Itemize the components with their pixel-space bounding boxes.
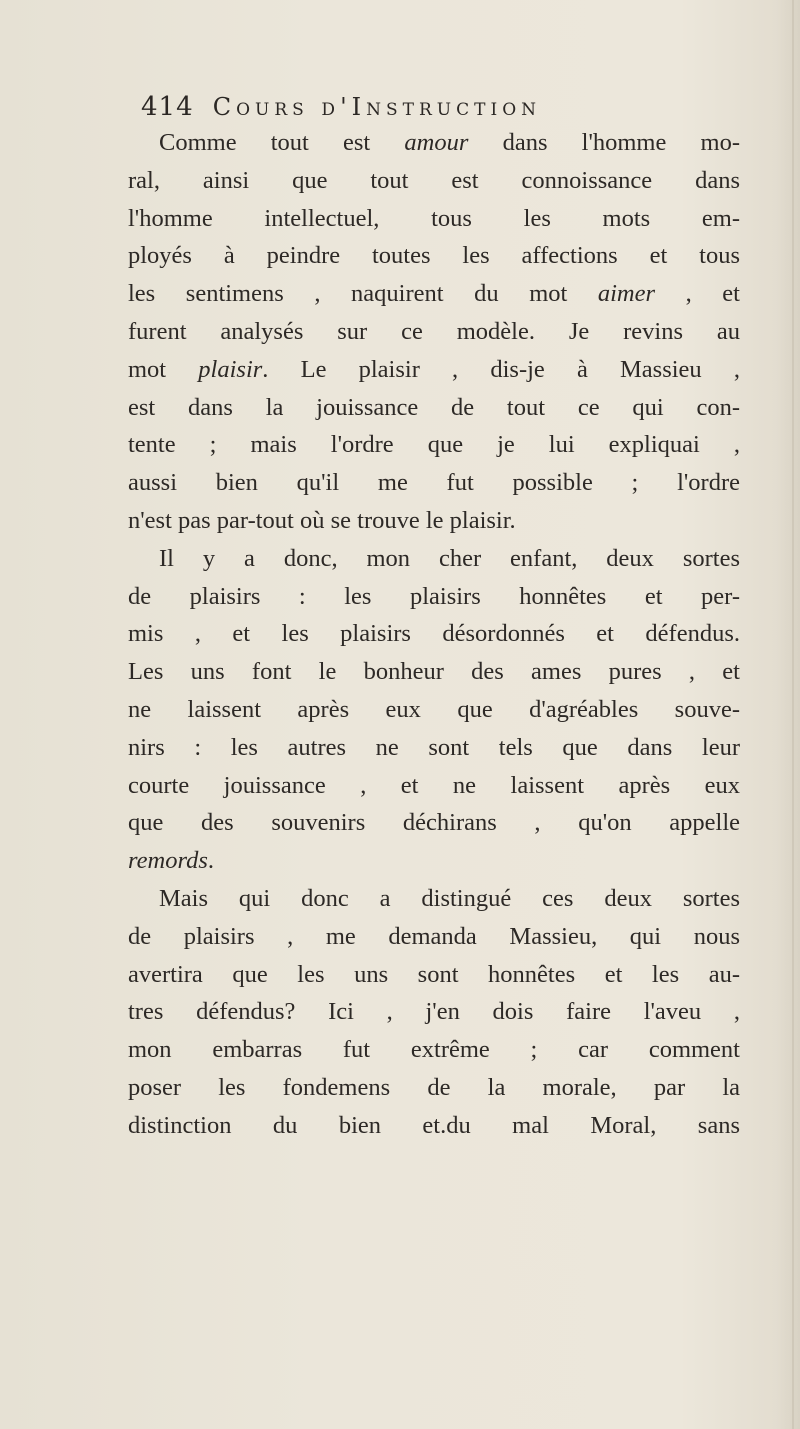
text-line: de plaisirs : les plaisirs honnêtes et per-	[128, 582, 740, 610]
text-line: les sentimens , naquirent du mot aimer , et	[128, 280, 740, 308]
text-line: furent analysés sur ce modèle. Je revins au	[128, 317, 740, 345]
text-line: mot plaisir. Le plaisir , dis-je à Massieu ,	[128, 355, 740, 383]
text-line: ne laissent après eux que d'agréables souve-	[128, 695, 740, 723]
text-line: l'homme intellectuel, tous les mots em-	[128, 204, 740, 232]
text-line: ral, ainsi que tout est connoissance dans	[128, 166, 740, 194]
text-line: courte jouissance , et ne laissent après eux	[128, 771, 740, 799]
text-line: Les uns font le bonheur des ames pures , et	[128, 658, 740, 686]
text-line: mon embarras fut extrême ; car comment	[128, 1036, 740, 1064]
text-line: avertira que les uns sont honnêtes et les au-	[128, 960, 740, 988]
text-line: tres défendus? Ici , j'en dois faire l'aveu ,	[128, 998, 740, 1026]
text-line: distinction du bien et.du mal Moral, sans	[128, 1111, 740, 1139]
text-line: aussi bien qu'il me fut possible ; l'ordre	[128, 469, 740, 497]
page-edge	[792, 0, 794, 1429]
page-number: 414	[141, 92, 194, 122]
text-line: Il y a donc, mon cher enfant, deux sortes	[159, 544, 740, 572]
running-title: Cours d'Instruction	[212, 93, 542, 121]
text-line: est dans la jouissance de tout ce qui con-	[128, 393, 740, 421]
text-line: mis , et les plaisirs désordonnés et défendus.	[128, 620, 740, 648]
body-text	[128, 124, 740, 1145]
text-line: remords.	[128, 847, 214, 875]
text-line: de plaisirs , me demanda Massieu, qui nous	[128, 922, 740, 950]
text-line: ployés à peindre toutes les affections et tous	[128, 242, 740, 270]
text-line: tente ; mais l'ordre que je lui expliquai ,	[128, 431, 740, 459]
text-line: n'est pas par-tout où se trouve le plaisir.	[128, 506, 516, 534]
text-line: que des souvenirs déchirans , qu'on appelle	[128, 809, 740, 837]
text-line: nirs : les autres ne sont tels que dans leur	[128, 733, 740, 761]
text-line: Comme tout est amour dans l'homme mo-	[159, 129, 740, 156]
text-line: Mais qui donc a distingué ces deux sortes	[159, 884, 740, 912]
text-line: poser les fondemens de la morale, par la	[128, 1073, 740, 1101]
